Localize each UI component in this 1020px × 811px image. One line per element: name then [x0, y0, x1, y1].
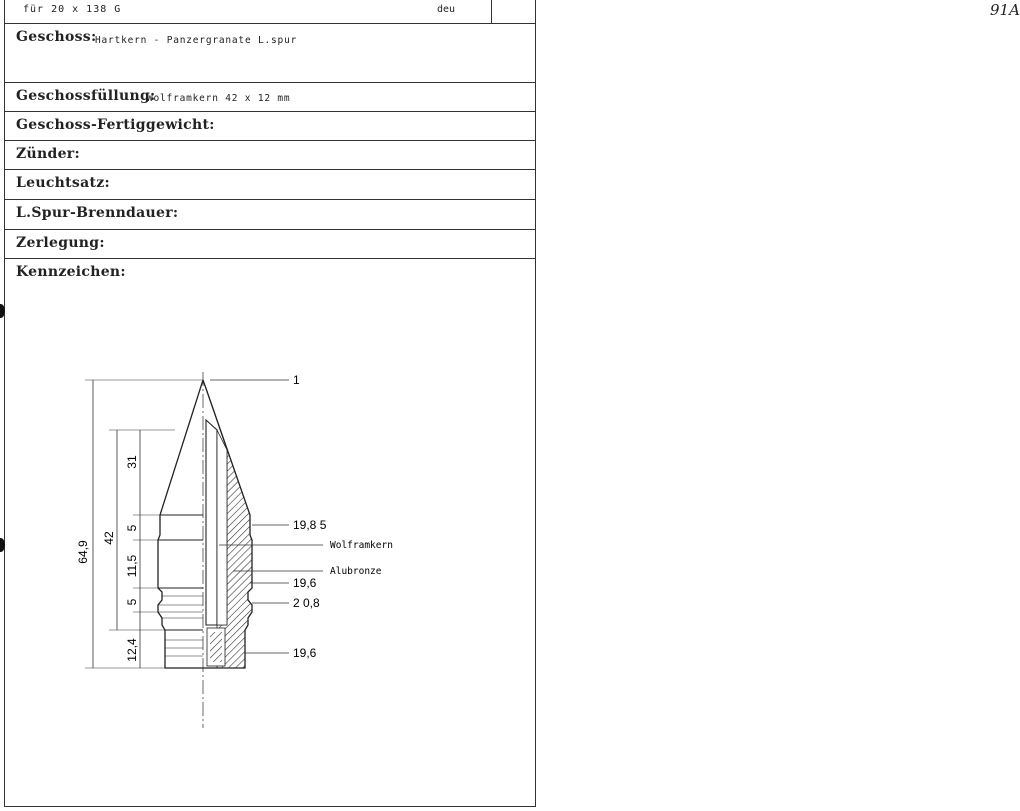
callout-d1: 19,8 5: [293, 518, 327, 532]
callout-tip: 1: [293, 373, 300, 387]
zerlegung-label: Zerlegung:: [16, 235, 105, 251]
brenndauer-label: L.Spur-Brenndauer:: [16, 205, 179, 221]
callout-d4: 19,6: [293, 646, 317, 660]
zuender-label: Zünder:: [16, 146, 80, 162]
dim-seg-b: 11,5: [125, 554, 139, 578]
row-zerlegung: [5, 229, 535, 259]
callout-bronze: Alubronze: [330, 566, 382, 577]
fuellung-label: Geschossfüllung:: [16, 88, 156, 104]
sheet-number: 91A: [990, 1, 1020, 19]
row-fuellung: [5, 82, 535, 112]
dim-body: 42: [102, 531, 116, 545]
sheet-header: [5, 0, 1020, 24]
callout-core: Wolframkern: [330, 540, 393, 551]
dim-seg-a: 5: [125, 524, 139, 532]
callout-d3: 2 0,8: [293, 596, 320, 610]
row-zuender: [5, 140, 535, 170]
callout-d2: 19,6: [293, 576, 317, 590]
row-geschoss: [5, 23, 535, 83]
data-sheet: [4, 0, 1020, 807]
dim-seg-c: 5: [125, 598, 139, 606]
row-gewicht: [5, 111, 535, 141]
cartridge-designation: für 20 x 138 G: [23, 4, 122, 15]
dim-overall: 64,9: [76, 540, 90, 564]
dim-base: 12,4: [125, 638, 139, 662]
kennzeichen-label: Kennzeichen:: [16, 264, 126, 280]
row-leuchtsatz: [5, 169, 535, 200]
language-code: deu: [437, 4, 456, 15]
fuellung-value: Wolframkern 42 x 12 mm: [147, 93, 291, 104]
gewicht-label: Geschoss-Fertiggewicht:: [16, 117, 215, 133]
sheet-number-box: [491, 0, 1020, 23]
row-brenndauer: [5, 199, 535, 230]
geschoss-label: Geschoss:: [16, 29, 97, 45]
geschoss-value: Hartkern - Panzergranate L.spur: [95, 35, 298, 46]
leuchtsatz-label: Leuchtsatz:: [16, 175, 110, 191]
dim-ogive: 31: [125, 455, 139, 469]
